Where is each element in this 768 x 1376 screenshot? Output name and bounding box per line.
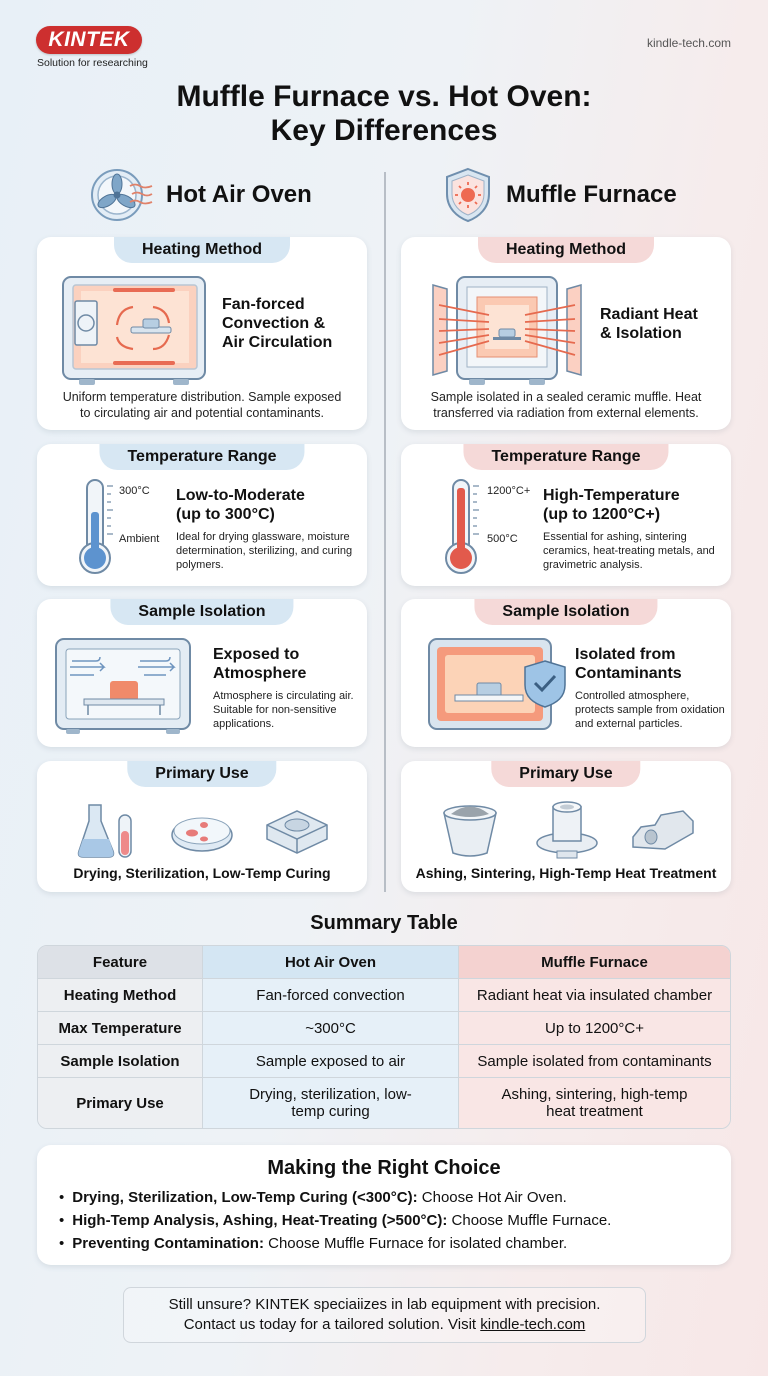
headline-line: Exposed to [213,646,300,663]
card-tab: Heating Method [114,237,290,263]
desc-line: transferred via radiation from external elements. [433,406,699,420]
header [0,0,768,160]
title-line-1: Muffle Furnace vs. Hot Oven: [176,80,592,113]
cta-text: Contact us today for a tailored solution. Visit [183,1316,481,1333]
header-feature: Feature [38,946,203,979]
ceramic-part-icon [535,799,599,861]
headline-line: Air Circulation [222,334,333,351]
furnace-isolation-card [401,599,731,747]
summary-table-title: Summary Table [310,912,458,934]
headline-line: High-Temperature [543,487,680,504]
headline-line: Atmosphere [213,665,307,682]
headline-line: Radiant Heat [600,306,698,323]
page-title [0,80,768,148]
oven-heating-method-card [37,237,367,430]
kintek-logo[interactable]: KINTEK [36,26,142,54]
hot-air-oven-heading [90,166,312,224]
website-link[interactable]: kindle-tech.com [480,1316,586,1333]
heating-headline [600,305,698,343]
headline-line: Isolated from [575,646,676,663]
furnace-cell: Radiant heat via insulated chamber [459,979,730,1012]
use-caption: Ashing, Sintering, High-Temp Heat Treatment [415,865,717,881]
list-item [59,1232,731,1255]
temp-headline [543,486,680,524]
card-tab: Sample Isolation [474,599,657,625]
desc-line: Sample isolated in a sealed ceramic muffle. Heat [430,390,702,404]
table-row [38,1045,730,1078]
site-url[interactable]: kindle-tech.com [646,36,731,50]
headline-line: & Isolation [600,325,682,342]
heating-description [401,389,731,421]
choice-recommendation: Choose Hot Air Oven. [417,1189,567,1206]
card-tab: Temperature Range [99,444,304,470]
list-item [59,1209,731,1232]
furnace-cell: Up to 1200°C+ [459,1012,730,1045]
choice-title: Making the Right Choice [267,1157,501,1179]
scale-bottom-label: Ambient [119,533,160,545]
open-chamber-icon [54,637,194,735]
choice-condition: Drying, Sterilization, Low-Temp Curing (<300°C): [72,1189,418,1206]
headline-line: Convection & [222,315,326,332]
headline-line: (up to 300°C) [176,506,275,523]
table-row [38,1012,730,1045]
choice-condition: High-Temp Analysis, Ashing, Heat-Treating (>500°C): [72,1212,448,1229]
headline-line: (up to 1200°C+) [543,506,661,523]
card-tab: Sample Isolation [110,599,293,625]
polymer-block-icon [265,807,329,857]
furnace-cell: Sample isolated from contaminants [459,1045,730,1078]
headline-line: Low-to-Moderate [176,487,305,504]
thermometer-low-icon [77,478,117,578]
card-tab: Primary Use [127,761,276,787]
oven-cell: ~300°C [203,1012,459,1045]
table-row [38,1078,730,1128]
row-label: Sample Isolation [38,1045,203,1078]
fan-icon [90,166,154,224]
isolation-headline [213,645,306,683]
title-line-2: Key Differences [270,114,498,147]
list-item [59,1186,731,1209]
choice-recommendation: Choose Muffle Furnace for isolated chamber. [263,1235,568,1252]
column-divider [384,172,386,892]
header-hot-air-oven: Hot Air Oven [203,946,459,979]
row-label: Primary Use [38,1078,203,1128]
furnace-temperature-card [401,444,731,586]
logo-tagline: Solution for researching [37,57,148,69]
header-muffle-furnace: Muffle Furnace [459,946,730,979]
card-tab: Primary Use [491,761,640,787]
radiant-furnace-icon [429,275,585,389]
furnace-primary-use-card [401,761,731,892]
oven-isolation-card [37,599,367,747]
convection-oven-icon [61,275,215,389]
heat-shield-icon [442,166,494,224]
row-label: Max Temperature [38,1012,203,1045]
oven-cell: Drying, sterilization, low-temp curing [203,1078,459,1128]
scale-bottom-label: 500°C [487,533,518,545]
right-choice-panel [37,1145,731,1265]
crucible-icon [441,803,499,859]
contact-cta [123,1287,646,1343]
furnace-heating-method-card [401,237,731,430]
cta-line-1: Still unsure? KINTEK speciaiizes in lab equipment with precision. [168,1296,601,1313]
sealed-chamber-icon [427,637,571,733]
isolation-headline [575,645,682,683]
row-label: Heating Method [38,979,203,1012]
oven-cell: Fan-forced convection [203,979,459,1012]
muffle-furnace-heading [442,166,677,224]
oven-temperature-card [37,444,367,586]
isolation-description: Controlled atmosphere, protects sample from oxidation and external particles. [575,690,725,730]
choice-condition: Preventing Contamination: [72,1235,264,1252]
temp-headline [176,486,305,524]
card-tab: Heating Method [478,237,654,263]
furnace-column-title: Muffle Furnace [506,181,677,208]
isolation-description: Atmosphere is circulating air. Suitable for non-sensitive applications. [213,690,354,730]
desc-line: to circulating air and potential contaminants. [80,406,324,420]
cta-line-2 [124,1315,645,1335]
use-caption: Drying, Sterilization, Low-Temp Curing [73,865,331,881]
choice-list [59,1186,731,1255]
flask-and-test-tube-icon [77,801,137,861]
temp-description: Essential for ashing, sintering ceramics, heat-treating metals, and gravimetric analysis. [543,531,715,571]
desc-line: Uniform temperature distribution. Sample exposed [62,390,342,404]
petri-dish-icon [170,811,234,855]
metal-part-icon [631,807,695,855]
scale-top-label: 1200°C+ [487,485,531,497]
furnace-cell: Ashing, sintering, high-temp heat treatment [459,1078,730,1128]
table-header-row [38,946,730,979]
scale-top-label: 300°C [119,485,150,497]
table-row [38,979,730,1012]
oven-primary-use-card [37,761,367,892]
thermometer-high-icon [443,478,483,578]
card-tab: Temperature Range [463,444,668,470]
heating-description [37,389,367,421]
headline-line: Contaminants [575,665,682,682]
heating-headline [222,295,332,352]
temp-description: Ideal for drying glassware, moisture determination, sterilizing, and curing polymers. [176,531,353,571]
choice-recommendation: Choose Muffle Furnace. [447,1212,612,1229]
summary-table [37,945,731,1129]
headline-line: Fan-forced [222,296,305,313]
oven-column-title: Hot Air Oven [166,181,312,208]
oven-cell: Sample exposed to air [203,1045,459,1078]
